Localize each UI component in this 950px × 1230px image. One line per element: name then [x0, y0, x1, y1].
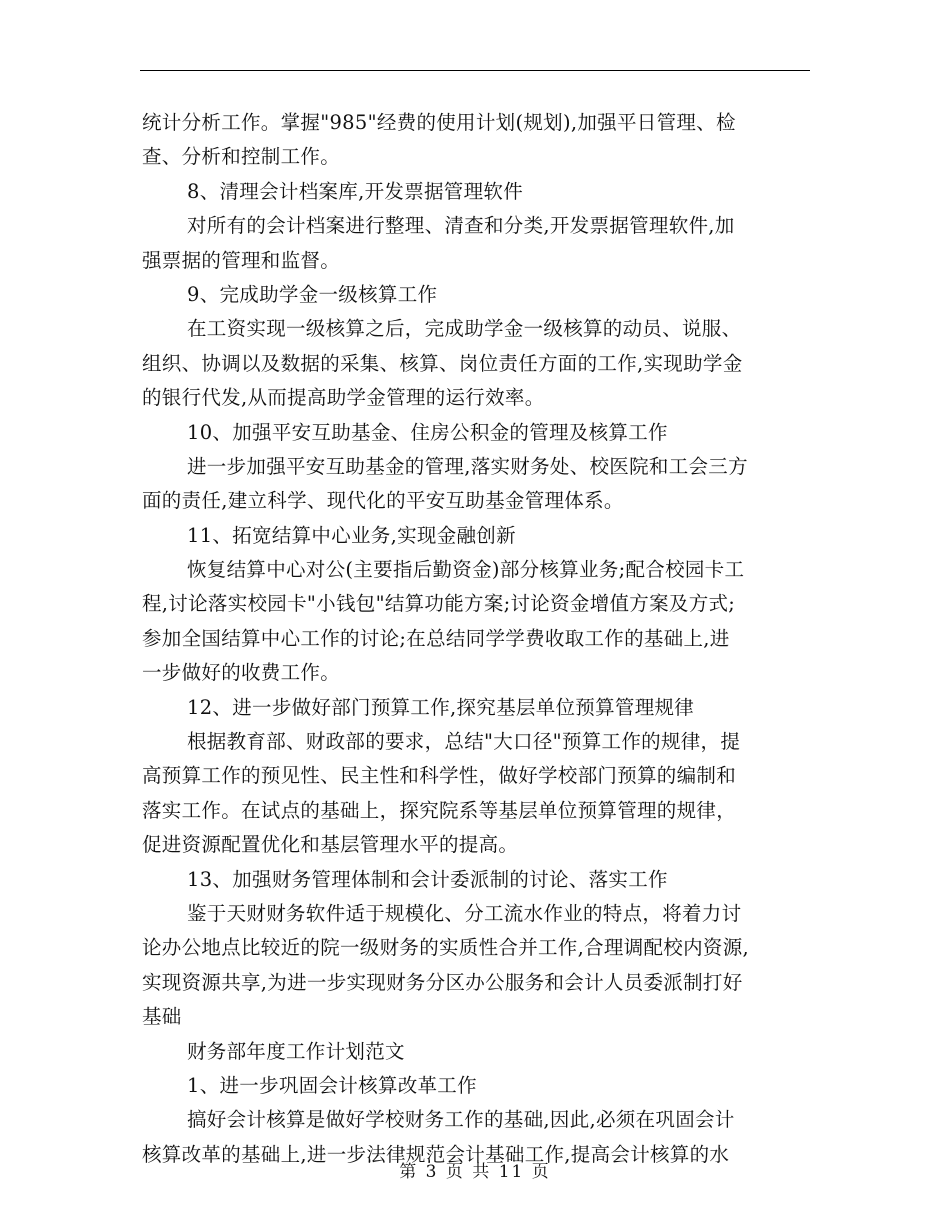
text-line: 查、分析和控制工作。: [142, 145, 341, 169]
text-line: 1、进一步巩固会计核算改革工作: [187, 1073, 477, 1097]
document-body: [142, 106, 814, 1172]
text-line: 搞好会计核算是做好学校财务工作的基础,因此,必须在巩固会计: [187, 1108, 735, 1132]
text-line: 8、清理会计档案库,开发票据管理软件: [187, 179, 524, 203]
text-line: 根据教育部、财政部的要求，总结"大口径"预算工作的规律，提: [187, 730, 741, 754]
text-line: 进一步加强平安互助基金的管理,落实财务处、校医院和工会三方: [187, 454, 748, 478]
text-line: 实现资源共享,为进一步实现财务分区办公服务和会计人员委派制打好: [142, 970, 743, 994]
text-line: 参加全国结算中心工作的讨论;在总结同学学费收取工作的基础上,进: [142, 626, 730, 650]
text-line: 论办公地点比较近的院一级财务的实质性合并工作,合理调配校内资源,: [142, 936, 749, 960]
header-rule: [140, 70, 810, 71]
text-line: 对所有的会计档案进行整理、清查和分类,开发票据管理软件,加: [187, 214, 735, 238]
text-line: 程,讨论落实校园卡"小钱包"结算功能方案;讨论资金增值方案及方式;: [142, 592, 736, 616]
text-line: 12、进一步做好部门预算工作,探究基层单位预算管理规律: [187, 695, 695, 719]
page-footer: 第 3 页 共 11 页: [399, 1162, 551, 1182]
text-line: 在工资实现一级核算之后，完成助学金一级核算的动员、说服、: [187, 317, 742, 341]
text-line: 恢复结算中心对公(主要指后勤资金)部分核算业务;配合校园卡工: [187, 558, 745, 582]
text-line: 13、加强财务管理体制和会计委派制的讨论、落实工作: [187, 867, 668, 891]
text-line: 组织、协调以及数据的采集、核算、岗位责任方面的工作,实现助学金: [142, 351, 743, 375]
text-line: 一步做好的收费工作。: [142, 661, 341, 685]
text-line: 落实工作。在试点的基础上，探究院系等基层单位预算管理的规律，: [142, 798, 737, 822]
text-line: 强票据的管理和监督。: [142, 248, 341, 272]
text-line: 11、拓宽结算中心业务,实现金融创新: [187, 523, 516, 547]
text-line: 的银行代发,从而提高助学金管理的运行效率。: [142, 386, 545, 410]
text-line: 促进资源配置优化和基层管理水平的提高。: [142, 833, 519, 857]
text-line: 统计分析工作。掌握"985"经费的使用计划(规划),加强平日管理、检: [142, 111, 736, 134]
text-line: 9、完成助学金一级核算工作: [187, 282, 438, 306]
text-line: 10、加强平安互助基金、住房公积金的管理及核算工作: [187, 420, 668, 444]
text-line: 财务部年度工作计划范文: [187, 1039, 405, 1063]
text-line: 高预算工作的预见性、民主性和科学性，做好学校部门预算的编制和: [142, 764, 737, 788]
text-line: 基础: [142, 1005, 182, 1029]
text-line: 核算改革的基础上,进一步法律规范会计基础工作,提高会计核算的水: [142, 1142, 730, 1166]
text-line: 鉴于天财财务软件适于规模化、分工流水作业的特点，将着力讨: [187, 901, 742, 925]
text-line: 面的责任,建立科学、现代化的平安互助基金管理体系。: [142, 489, 624, 513]
